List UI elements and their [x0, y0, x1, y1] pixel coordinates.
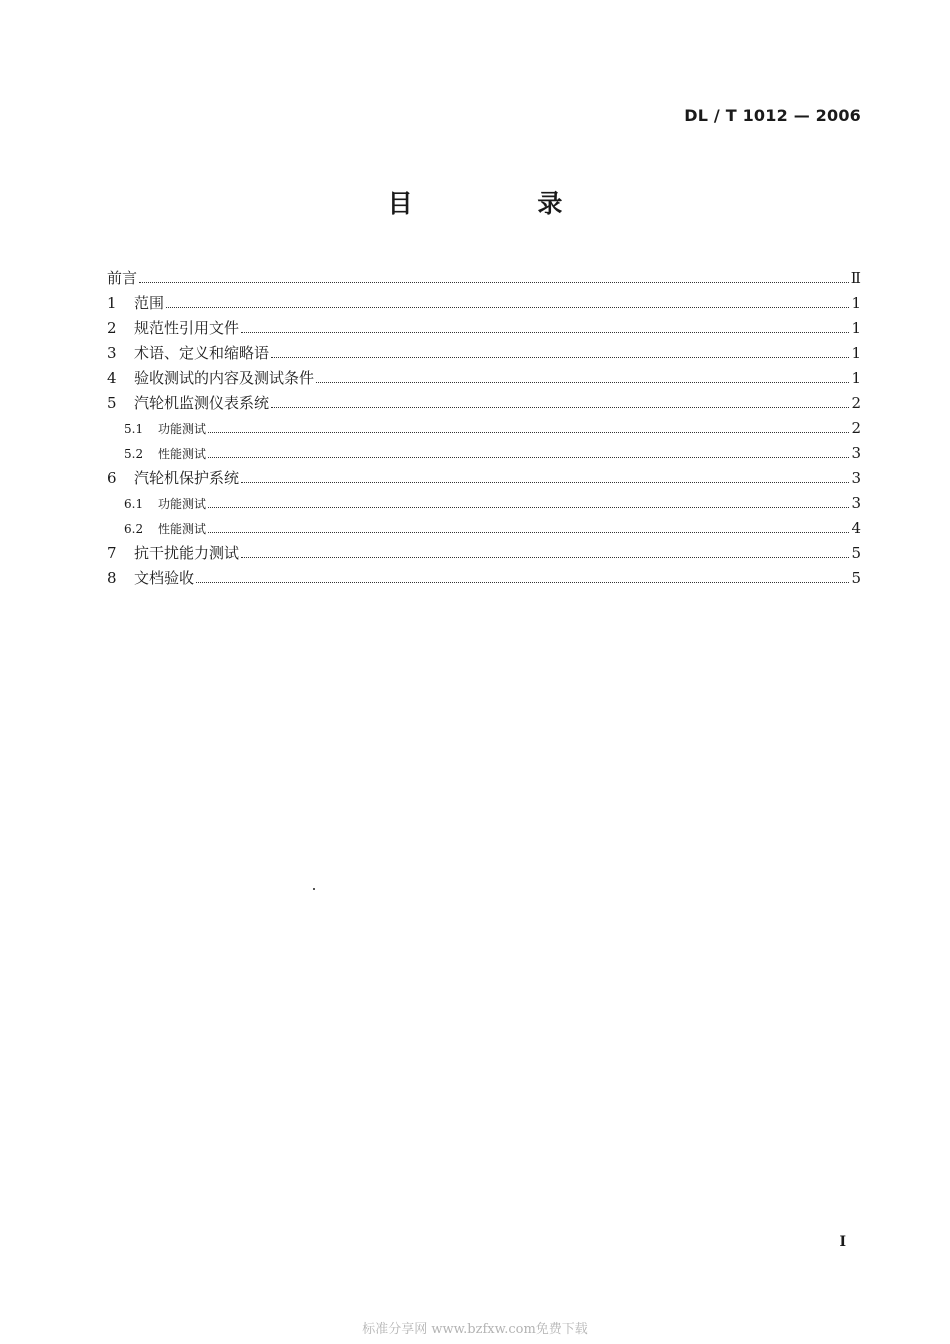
toc-entry-number: 1	[107, 294, 117, 312]
toc-entry-label: 汽轮机保护系统	[134, 469, 240, 487]
toc-entry-page: 3	[851, 444, 861, 462]
toc-entry-number: 7	[107, 544, 117, 562]
toc-entry-label: 规范性引用文件	[134, 319, 240, 337]
toc-entry-label: 汽轮机监测仪表系统	[134, 394, 270, 412]
toc-entry-label: 功能测试	[158, 422, 207, 436]
scan-speck	[313, 888, 315, 890]
toc-leader-dots	[166, 307, 849, 308]
toc-entry-number: 5	[107, 394, 117, 412]
toc-entry-page: 1	[851, 369, 861, 387]
toc-entry[interactable]	[107, 391, 861, 416]
toc-entry[interactable]	[107, 566, 861, 591]
toc-entry-page: 1	[851, 344, 861, 362]
toc-entry-label: 前言	[107, 269, 138, 287]
page-title: 目 录	[387, 189, 621, 218]
toc-leader-dots	[208, 432, 849, 433]
toc-entry[interactable]	[107, 341, 861, 366]
toc-leader-dots	[208, 507, 849, 508]
toc-entry[interactable]	[107, 366, 861, 391]
toc-leader-dots	[316, 382, 849, 383]
toc-entry-number: 5.1	[124, 422, 144, 436]
toc-leader-dots	[271, 407, 849, 408]
toc-entry-number: 6	[107, 469, 117, 487]
toc-entry-number: 6.2	[124, 522, 144, 536]
toc-leader-dots	[208, 457, 849, 458]
toc-entry-label: 术语、定义和缩略语	[134, 344, 270, 362]
toc-entry[interactable]	[107, 291, 861, 316]
toc-entry-number: 4	[107, 369, 117, 387]
toc-entry-page: 5	[851, 569, 861, 587]
toc-entry-number: 2	[107, 319, 117, 337]
toc-entry-number: 8	[107, 569, 117, 587]
toc-entry-page: 4	[851, 519, 861, 537]
toc-subentry[interactable]	[107, 441, 861, 466]
page-number: I	[839, 1234, 846, 1250]
toc-entry-label: 文档验收	[134, 569, 195, 587]
toc-entry-page: 5	[851, 544, 861, 562]
toc-entry-page: 1	[851, 294, 861, 312]
toc-entry-page: 1	[851, 319, 861, 337]
toc-entry-label: 范围	[134, 294, 165, 312]
toc-entry-label: 性能测试	[158, 522, 207, 536]
toc-leader-dots	[271, 357, 849, 358]
watermark: 标准分享网 www.bzfxw.com免费下载	[362, 1322, 588, 1337]
table-of-contents	[107, 266, 861, 591]
toc-entry-number: 6.1	[124, 497, 144, 511]
toc-subentry[interactable]	[107, 491, 861, 516]
toc-entry-label: 抗干扰能力测试	[134, 544, 240, 562]
toc-entry[interactable]	[107, 316, 861, 341]
toc-leader-dots	[241, 482, 849, 483]
toc-entry[interactable]	[107, 541, 861, 566]
toc-leader-dots	[196, 582, 849, 583]
toc-entry-number: 5.2	[124, 447, 144, 461]
toc-leader-dots	[241, 557, 849, 558]
toc-entry-label: 验收测试的内容及测试条件	[134, 369, 315, 387]
toc-entry-page: Ⅱ	[850, 269, 861, 287]
toc-subentry[interactable]	[107, 516, 861, 541]
toc-entry-page: 3	[851, 469, 861, 487]
toc-entry[interactable]	[107, 466, 861, 491]
toc-entry-page: 2	[851, 419, 861, 437]
document-code: DL / T 1012 — 2006	[684, 106, 861, 125]
toc-entry-page: 2	[851, 394, 861, 412]
toc-entry-number: 3	[107, 344, 117, 362]
toc-subentry[interactable]	[107, 416, 861, 441]
toc-entry-page: 3	[851, 494, 861, 512]
toc-leader-dots	[208, 532, 849, 533]
toc-entry-label: 性能测试	[158, 447, 207, 461]
toc-leader-dots	[241, 332, 849, 333]
toc-entry-label: 功能测试	[158, 497, 207, 511]
toc-entry[interactable]	[107, 266, 861, 291]
toc-leader-dots	[139, 282, 849, 283]
